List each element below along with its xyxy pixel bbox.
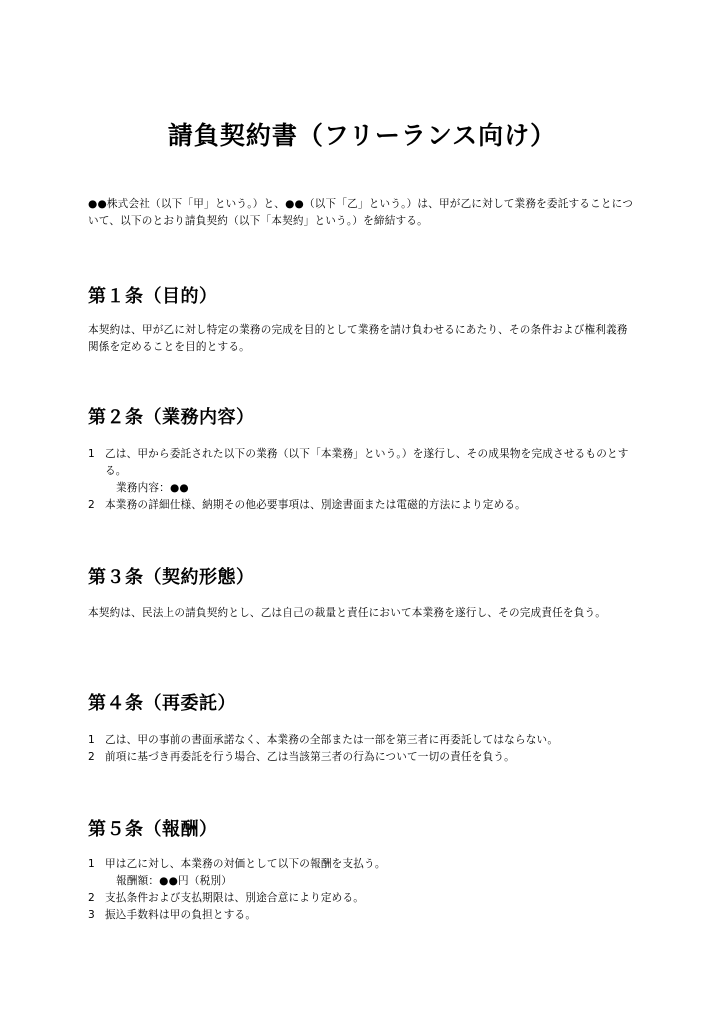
document-title: 請負契約書（フリーランス向け）: [167, 121, 557, 150]
clause-text: 乙は、甲の事前の書面承諾なく、本業務の全部または一部を第三者に再委託してはならない。: [105, 734, 559, 746]
article-4-clause-1: [88, 732, 638, 749]
article-5-body: [88, 856, 638, 924]
clause-text: 乙は、甲から委託された以下の業務（以下「本業務」という。）を遂行し、その成果物を完成させるものとする。: [105, 448, 629, 477]
article-1-body: 本契約は、甲が乙に対し特定の業務の完成を目的として業務を請け負わせるにあたり、その条件および権利義務関係を定めることを目的とする。: [88, 324, 628, 353]
clause-text: 甲は乙に対し、本業務の対価として以下の報酬を支払う。: [105, 858, 386, 870]
clause-number: 2: [88, 892, 95, 904]
clause-sub-item: 業務内容：●●: [116, 482, 189, 494]
clause-number: 1: [88, 858, 95, 870]
article-2-clause-2: [88, 497, 638, 514]
clause-text: 本業務の詳細仕様、納期その他必要事項は、別途書面または電磁的方法により定める。: [105, 499, 526, 511]
clause-sub-item: 報酬額：●●円（税別）: [116, 875, 233, 887]
article-5-heading: 第５条（報酬）: [88, 819, 218, 840]
clause-number: 1: [88, 448, 95, 460]
clause-number: 2: [88, 751, 95, 763]
article-2-clause-1: [88, 446, 638, 497]
article-4-body: [88, 732, 638, 766]
clause-text: 前項に基づき再委託を行う場合、乙は当該第三者の行為について一切の責任を負う。: [105, 751, 515, 763]
article-5-clause-3: [88, 907, 638, 924]
clause-number: 2: [88, 499, 95, 511]
intro-paragraph: ●●株式会社（以下「甲」という。）と、●●（以下「乙」という。）は、甲が乙に対して業務を委託することについて、以下のとおり請負契約（以下「本契約」という。）を締結する。: [88, 198, 634, 227]
article-5-clause-2: [88, 890, 638, 907]
article-4-heading: 第４条（再委託）: [88, 693, 236, 714]
clause-number: 3: [88, 909, 95, 921]
article-5-clause-1: [88, 856, 638, 890]
clause-number: 1: [88, 734, 95, 746]
article-2-body: [88, 446, 638, 514]
clause-text: 支払条件および支払期限は、別途合意により定める。: [105, 892, 365, 904]
article-4-clause-2: [88, 749, 638, 766]
article-3-body: 本契約は、民法上の請負契約とし、乙は自己の裁量と責任において本業務を遂行し、その完成責任を負う。: [88, 607, 607, 619]
clause-text: 振込手数料は甲の負担とする。: [105, 909, 257, 921]
article-3-heading: 第３条（契約形態）: [88, 567, 255, 588]
article-2-heading: 第２条（業務内容）: [88, 407, 255, 428]
article-1-heading: 第１条（目的）: [88, 286, 218, 307]
